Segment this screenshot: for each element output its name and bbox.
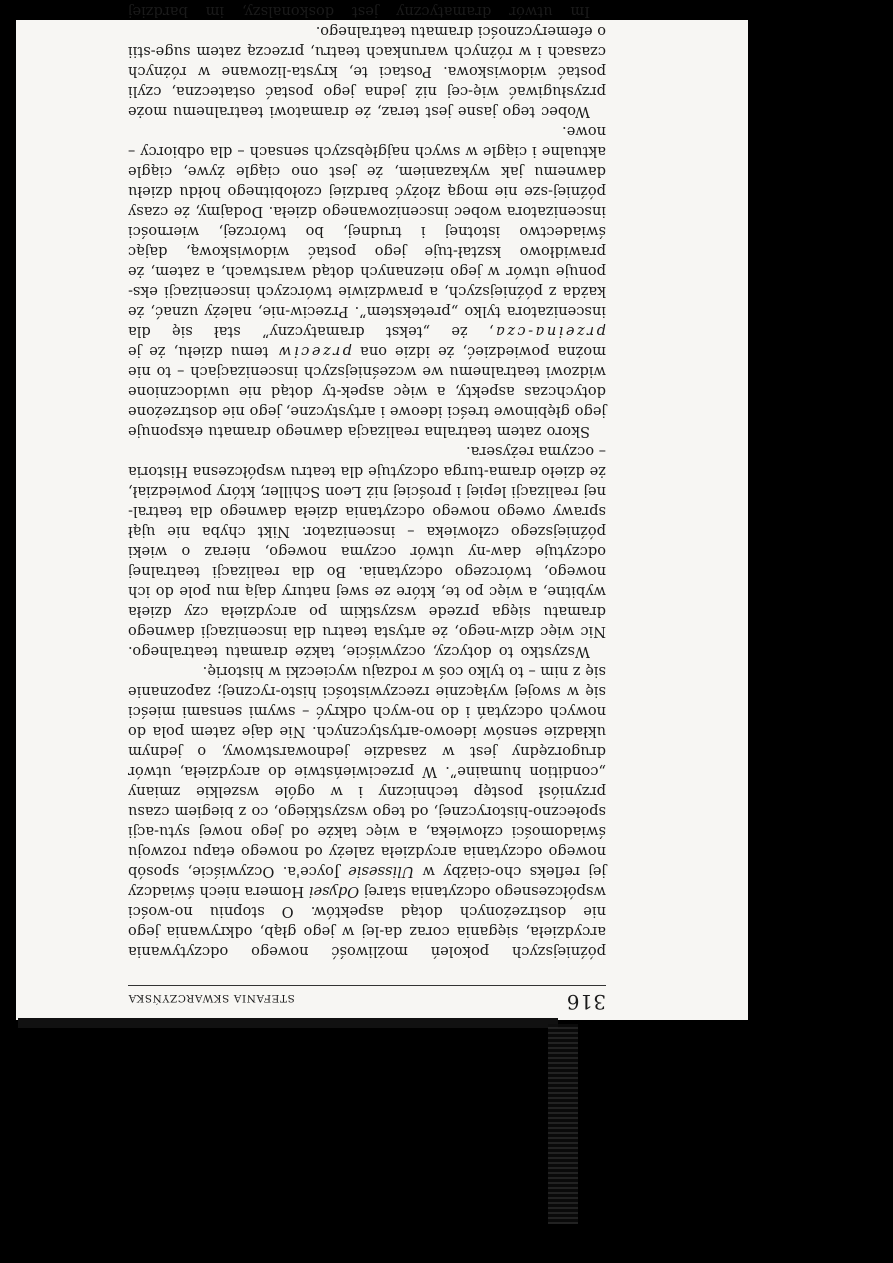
text-span: Homera niech świadczy jej refleks cho-ciażby w: [127, 863, 606, 900]
text-span: temu dziełu, że je: [127, 343, 269, 360]
page-header: [128, 985, 606, 1012]
page-content-rotated: [16, 3, 748, 1020]
paragraph-1: [128, 661, 606, 961]
text-block: [128, 0, 606, 1012]
spaced-word-przeciw: przeciw: [276, 343, 353, 360]
scan-artifact: [548, 1024, 578, 1224]
scanned-page: [16, 3, 748, 1020]
text-span: Joyce'a. Oczywiście, sposób nowego odczytania arcydzieła zależy od nowego etapu rozwoju świadomości człowieka, a więc także od jego nowej sytu-acji społeczno-historycznej, od tego wszystkiego, co z biegiem czasu przyniósł postęp techniczny i w ogóle wszelkie zmiany „condition humaine”. W przeciwieństwie do arcydzieła, utwór drugorzędny jest w zasadzie jednowarstwowy, o jednym układzie sensów ideowo-artystycznych. Nie daje zatem pola do nowych odczytań i do no-wych odkryć – swymi sensami mieści się w swojej wyłącznie rzeczywistości histo-rycznej; zapoznanie się z nim – to tylko coś w rodzaju wycieczki w historię.: [128, 663, 606, 880]
scan-border: [18, 1018, 558, 1028]
text-span: Im utwór dramatyczny jest doskonalszy, im bardziej: [128, 3, 590, 20]
title-odysei: Odysei: [308, 883, 360, 900]
text-span: późniejszych pokoleń możliwość nowego odczytywania arcydzieła, sięgania coraz da-lej w jego głąb, odkrywania jego nie dostrzeżonych dotąd aspektów. O stopniu no-wości współczesnego odczytania starej: [128, 883, 606, 960]
text-span: , że „tekst dramatyczny” stał się dla inscenizatora tylko „pretekstem”. Przeciw-nie, należy uznać, że każda z późniejszych, a prawdziwie twórczych inscenizacji eks-ponuje utwór w jego nieznanych dotąd warstwach, a zatem, że prawidłowo kształ-tuje jego postać widowiskową, dając świadectwo istotnej i trudnej, bo twórczej, wierności inscenizatora wobec inscenizowanego dzieła. Dodajmy, że czasy później-sze nie mogą złożyć bardziej czołobitnego hołdu dziełu dawnemu jak wykazaniem, że jest ono ciągle żywe, ciągle aktualne i ciągle w swych najgłębszych sensach – dla odbiorcy – nowe.: [128, 123, 606, 340]
title-ulissesie: Ulissesie: [348, 863, 415, 880]
spaced-word-przeinacza: przeina-cza: [493, 323, 606, 340]
paragraph-2: Wszystko to dotyczy, oczywiście, także dramatu teatralnego. Nic więc dziw-nego, że artysta teatru dla inscenizacji dawnego dramatu sięga przede wszystkim po arcydzieła czy dzieła wybitne, a więc po te, które ze swej natury dają mu pole do ich nowego, twórczego odczytania. Bo dla realizacji teatralnej odczytuje daw-ny utwór oczyma nowego, nieraz o wieki późniejszego człowieka – inscenizator. Nikt chyba nie ujął sprawy owego nowego odczytania dzieła dawnego dla teatral-nej realizacji lepiej i prościej niż Leon Schiller, który powiedział, że dzieło drama-turga odczytuje dla teatru współczesna Historia – oczyma reżysera.: [128, 443, 606, 660]
page-number: 316: [566, 990, 606, 1014]
paragraph-5: [128, 0, 606, 21]
text-span: Skoro zatem teatralna realizacja dawnego dramatu eksponuje jego głębinowe treści ideowe i artystyczne, jego nie dostrzeżone dotychczas aspekty, a więc aspek-ty dotąd nie uwidocznione widzowi teatralnemu we wcześniejszych inscenizacjach – to nie można powiedzieć, że idzie ona: [128, 343, 606, 440]
paragraph-4: Wobec tego jasne jest teraz, że dramatowi teatralnemu może przysługiwać wię-cej niż jedna jego postać ostateczna, czyli postać widowiskowa. Postaci te, krysta-lizowane w różnych czasach i w różnych warunkach teatru, przeczą zatem suge-stii o efemeryczności dramatu teatralnego.: [128, 23, 606, 120]
running-head: STEFANIA SKWARCZYŃSKA: [128, 992, 295, 1004]
paragraph-3: [128, 121, 606, 441]
